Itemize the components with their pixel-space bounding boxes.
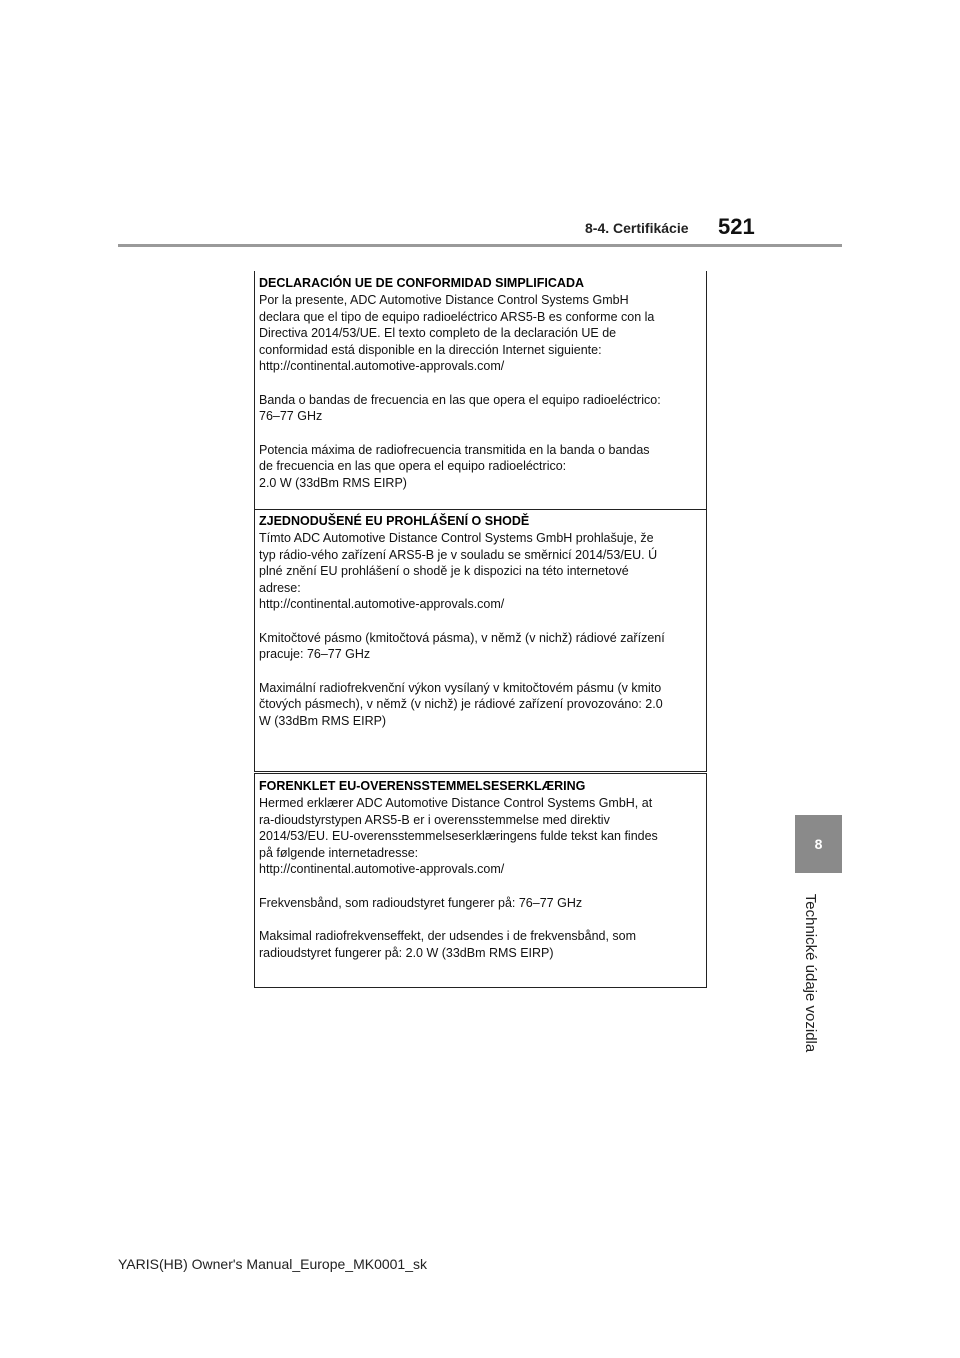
declaration-paragraph: Frekvensbånd, som radioudstyret fungerer på: 76–77 GHz (259, 895, 583, 910)
section-title: 8-4. Certifikácie (585, 220, 689, 236)
footer-manual-id: YARIS(HB) Owner's Manual_Europe_MK0001_sk (118, 1256, 427, 1272)
declaration-title: ZJEDNODUŠENÉ EU PROHLÁŠENÍ O SHODĚ (259, 514, 530, 528)
declaration-title: DECLARACIÓN UE DE CONFORMIDAD SIMPLIFICADA (259, 276, 584, 290)
declaration-paragraph: Maksimal radiofrekvenseffekt, der udsendes i de frekvensbånd, som radioudstyret fungerer på: 2.0 W (33dBm RMS EIRP) (259, 929, 637, 960)
declaration-da (254, 773, 707, 988)
page-number: 521 (718, 214, 755, 239)
declaration-paragraph: Banda o bandas de frecuencia en las que opera el equipo radioeléctrico: 76–77 GHz (259, 392, 661, 423)
declaration-cs (254, 509, 707, 772)
declaration-paragraph: Hermed erklærer ADC Automotive Distance Control Systems GmbH, at ra-dioudstyrstypen ARS5-B er i overensstemmelse med direktiv 2014/53/EU. EU-overensstemmelseserklæringens fulde tekst kan findes på følgende internetadresse: http://continental.automotive-approvals.com/ (259, 796, 658, 876)
declaration-scan (254, 263, 707, 988)
chapter-tab (795, 815, 842, 873)
declaration-paragraph: Por la presente, ADC Automotive Distance Control Systems GmbH declara que el tipo de equipo radioeléctrico ARS5-B es conforme con la Directiva 2014/53/UE. El texto completo de la declaración UE de conformidad está disponible en la dirección Internet siguiente: http://continental.automotive-approvals.com/ (259, 293, 655, 373)
declaration-paragraph: Kmitočtové pásmo (kmitočtová pásma), v němž (v nichž) rádiové zařízení pracuje: 76–77 GHz (259, 630, 665, 661)
declaration-paragraph: Tímto ADC Automotive Distance Control Systems GmbH prohlašuje, že typ rádio-vého zařízení ARS5-B je v souladu se směrnicí 2014/53/EU. Ú plné znění EU prohlášení o shodě je k dispozici na této internetové adrese: http://continental.automotive-approvals.com/ (259, 531, 658, 611)
declaration-paragraph: Maximální radiofrekvenční výkon vysílaný v kmitočtovém pásmu (v kmito čtových pásmech), v němž (v nichž) je rádiové zařízení provozováno: 2.0 W (33dBm RMS EIRP) (259, 680, 663, 728)
chapter-number: 8 (814, 836, 823, 852)
declaration-es (254, 271, 707, 510)
chapter-title: Technické údaje vozidla (802, 893, 819, 1053)
declaration-paragraph: Potencia máxima de radiofrecuencia transmitida en la banda o bandas de frecuencia en las que opera el equipo radioeléctrico: 2.0 W (33dBm RMS EIRP) (259, 442, 650, 490)
declaration-title: FORENKLET EU-OVERENSSTEMMELSESERKLÆRING (259, 779, 586, 793)
header-divider (118, 244, 842, 247)
